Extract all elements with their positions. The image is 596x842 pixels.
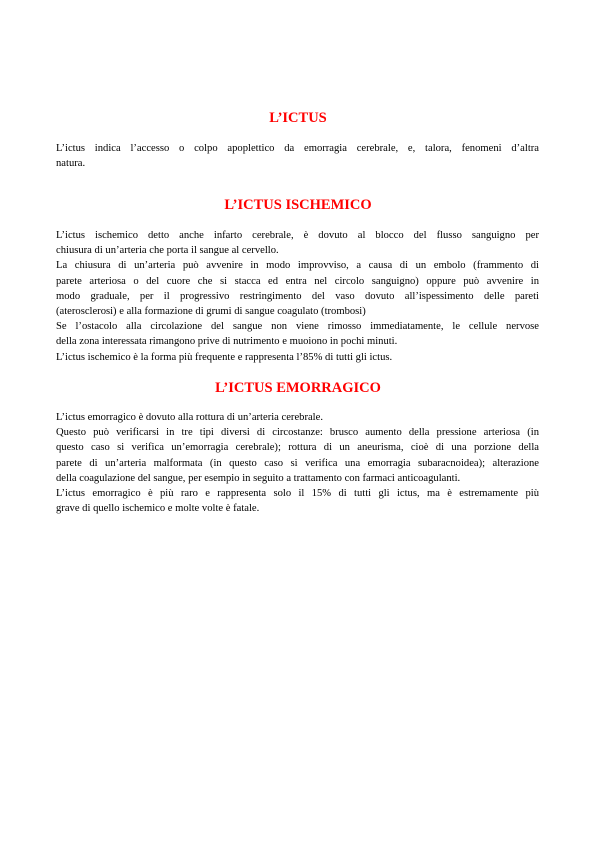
paragraph-line: chiusura di un’arteria che porta il sangue al cervello. (56, 245, 279, 257)
paragraph-line: L’ictus indica l’accesso o colpo apoplettico da emorragia cerebrale, e, talora, fenomeni d’altra (56, 143, 539, 154)
paragraph-line: natura. (56, 158, 86, 170)
paragraph-line: L’ictus emorragico è dovuto alla rottura di un’arteria cerebrale. (56, 412, 323, 423)
paragraph-line: L’ictus ischemico detto anche infarto cerebrale, è dovuto al blocco del flusso sanguigno per (56, 230, 539, 241)
paragraph-line: La chiusura di un’arteria può avvenire in modo improvviso, a causa di un embolo (frammento di (56, 260, 539, 272)
paragraph-line: questo caso si verifica un’emorragia cerebrale); rottura di un aneurisma, cioè di una porzione della (56, 442, 539, 454)
section-heading-emorragico: L’ICTUS EMORRAGICO (215, 380, 381, 396)
section-heading-ictus: L’ICTUS (269, 110, 327, 126)
paragraph-line: L’ictus emorragico è più raro e rappresenta solo il 15% di tutti gli ictus, ma è estremamente più (56, 488, 539, 500)
paragraph-line: (aterosclerosi) e alla formazione di grumi di sangue coagulato (trombosi) (56, 306, 366, 318)
paragraph-line: parete arteriosa o del cuore che si stacca ed entra nel circolo sanguigno) oppure può avvenire in (56, 275, 539, 287)
paragraph-line: della coagulazione del sangue, per esempio in seguito a trattamento con farmaci anticoagulanti. (56, 472, 461, 484)
section-heading-ischemico: L’ICTUS ISCHEMICO (224, 197, 372, 213)
paragraph-line: parete di un’arteria malformata (in questo caso si verifica una emorragia subaracnoidea); alterazione (56, 457, 539, 469)
section-paragraph-ischemico (56, 228, 539, 365)
paragraph-line: L’ictus ischemico è la forma più frequente e rappresenta l’85% di tutti gli ictus. (56, 351, 393, 363)
paragraph-line: della zona interessata rimangono prive di nutrimento e muoiono in pochi minuti. (56, 336, 398, 348)
paragraph-line: modo graduale, per il progressivo restringimento del vaso dovuto all’ispessimento delle pareti (56, 290, 539, 302)
paragraph-line: grave di quello ischemico e molte volte è fatale. (56, 503, 260, 515)
paragraph-line: Se l’ostacolo alla circolazione del sangue non viene rimosso immediatamente, le cellule nervose (56, 321, 539, 333)
section-paragraph-emorragico (56, 410, 539, 516)
paragraph-line: Questo può verificarsi in tre tipi diversi di circostanze: brusco aumento della pressione arteriosa (in (56, 427, 539, 439)
section-paragraph-ictus (56, 141, 539, 171)
